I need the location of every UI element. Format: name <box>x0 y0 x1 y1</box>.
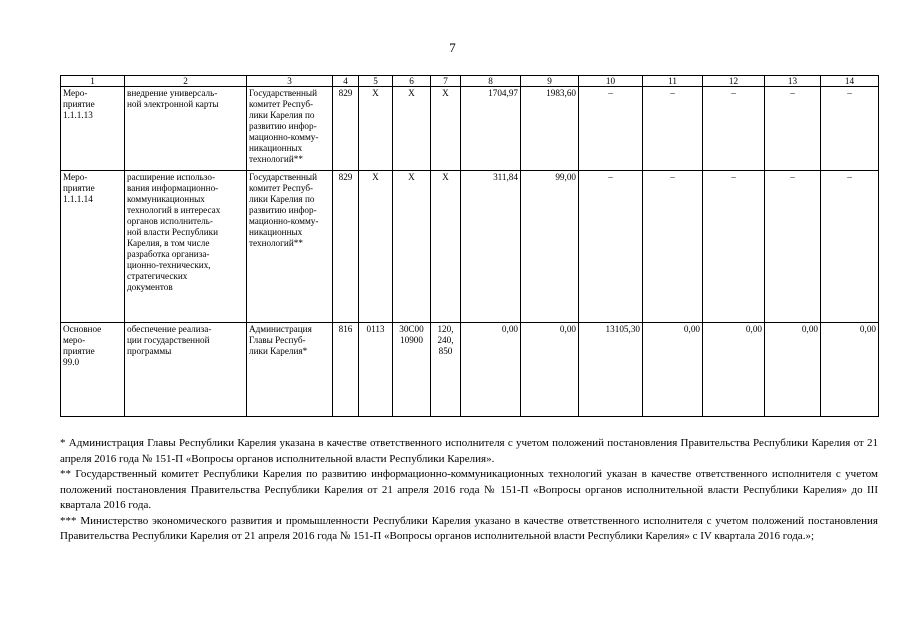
table-cell: – <box>643 87 703 171</box>
table-row <box>61 171 879 323</box>
table-cell: – <box>579 171 643 323</box>
column-header: 4 <box>333 76 359 87</box>
table-cell: Х <box>359 87 393 171</box>
table-cell: 13105,30 <box>579 323 643 417</box>
table-cell: 1704,97 <box>461 87 521 171</box>
table-cell: Х <box>431 87 461 171</box>
table-cell: – <box>703 171 765 323</box>
table-cell: Меро- приятие 1.1.1.13 <box>61 87 125 171</box>
table-cell: 829 <box>333 171 359 323</box>
column-header: 11 <box>643 76 703 87</box>
table-cell: внедрение универсаль- ной электронной карты <box>125 87 247 171</box>
column-header: 2 <box>125 76 247 87</box>
table-cell: Основное меро- приятие 99.0 <box>61 323 125 417</box>
table-cell: 30С00 10900 <box>393 323 431 417</box>
table-cell: Х <box>359 171 393 323</box>
table-cell: – <box>821 87 879 171</box>
table-cell: расширение использо- вания информационно- коммуникационных технологий в интересах органов исполнитель- ной власти Республики Карелия, в том числе разработка организа- ционно-технических, стратегических документов <box>125 171 247 323</box>
table-cell: – <box>643 171 703 323</box>
table-cell: 1983,60 <box>521 87 579 171</box>
table-cell: 0,00 <box>703 323 765 417</box>
column-header: 9 <box>521 76 579 87</box>
table-cell: 0113 <box>359 323 393 417</box>
column-header: 3 <box>247 76 333 87</box>
table-cell: обеспечение реализа- ции государственной программы <box>125 323 247 417</box>
column-header: 14 <box>821 76 879 87</box>
table-cell: 120, 240, 850 <box>431 323 461 417</box>
column-header: 1 <box>61 76 125 87</box>
table-cell: Х <box>393 171 431 323</box>
header-row <box>61 76 879 87</box>
table-cell: 0,00 <box>765 323 821 417</box>
table-cell: – <box>703 87 765 171</box>
footnotes <box>60 436 878 545</box>
program-table <box>60 75 879 417</box>
table-cell: Х <box>431 171 461 323</box>
table-cell: 99,00 <box>521 171 579 323</box>
table-cell: Государственный комитет Респуб- лики Карелия по развитию инфор- мационно-комму- никационных технологий** <box>247 87 333 171</box>
table-cell: 816 <box>333 323 359 417</box>
footnote: *** Министерство экономического развития и промышленности Республики Карелия указано в качестве ответственного исполнителя с учетом положений постановления Правительства Республики Карелия от 21 апреля 2016 года № 151-П «Вопросы органов исполнительной власти Республики Карелия» с IV квартала 2016 года.»; <box>60 514 878 542</box>
column-header: 13 <box>765 76 821 87</box>
table-cell: 829 <box>333 87 359 171</box>
table-cell: Меро- приятие 1.1.1.14 <box>61 171 125 323</box>
table-cell: 0,00 <box>461 323 521 417</box>
column-header: 5 <box>359 76 393 87</box>
column-header: 6 <box>393 76 431 87</box>
table-cell: – <box>765 171 821 323</box>
table-row <box>61 323 879 417</box>
table-cell: Государственный комитет Респуб- лики Карелия по развитию инфор- мационно-комму- никационных технологий** <box>247 171 333 323</box>
table-cell: 0,00 <box>821 323 879 417</box>
column-header: 7 <box>431 76 461 87</box>
table-cell: – <box>821 171 879 323</box>
column-header: 10 <box>579 76 643 87</box>
column-header: 12 <box>703 76 765 87</box>
footnote: ** Государственный комитет Республики Карелия по развитию информационно-коммуникационных технологий указан в качестве ответственного исполнителя с учетом положений постановления Правительства Республики Карелия от 21 апреля 2016 года № 151-П «Вопросы органов исполнительной власти Республики Карелия» до III квартала 2016 года. <box>60 468 878 511</box>
table-cell: – <box>765 87 821 171</box>
table-cell: 0,00 <box>643 323 703 417</box>
page-number: 7 <box>449 40 456 55</box>
table-row <box>61 87 879 171</box>
column-header: 8 <box>461 76 521 87</box>
footnote: * Администрация Главы Республики Карелия указана в качестве ответственного исполнителя с учетом положений постановления Правительства Республики Карелия от 21 апреля 2016 года № 151-П «Вопросы органов исполнительной власти Республики Карелия». <box>60 437 878 465</box>
table-cell: 0,00 <box>521 323 579 417</box>
table-cell: Администрация Главы Респуб- лики Карелия* <box>247 323 333 417</box>
table-cell: Х <box>393 87 431 171</box>
table-cell: 311,84 <box>461 171 521 323</box>
table-cell: – <box>579 87 643 171</box>
